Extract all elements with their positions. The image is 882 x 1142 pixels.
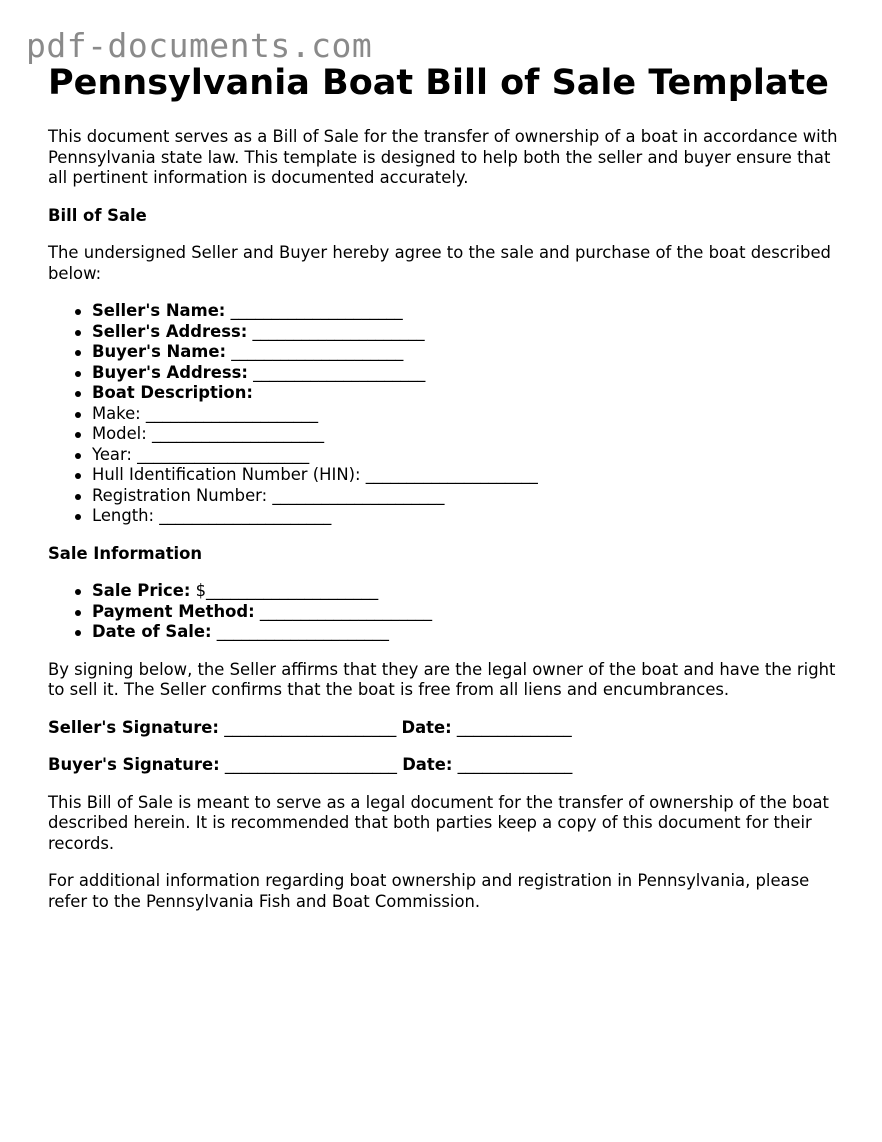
buyer-signature-blank: _____________________ <box>219 755 403 774</box>
list-item-model <box>92 424 848 445</box>
blank-line: _____________________ <box>360 465 538 484</box>
legal-note-paragraph: This Bill of Sale is meant to serve as a legal document for the transfer of ownership of the boat described herein. It is recommended that both parties keep a copy of this document for their records. <box>48 792 829 853</box>
list-item-hin <box>92 465 848 486</box>
blank-line: _____________________ <box>226 342 404 361</box>
watermark-text: pdf-documents.com <box>26 26 373 65</box>
list-item-buyers-name <box>92 342 848 363</box>
buyer-date-label: Date: <box>402 755 453 774</box>
list-item-buyers-address <box>92 363 848 384</box>
sale-details-list <box>48 581 848 643</box>
blank-line: _____________________ <box>140 403 319 423</box>
sale-information-heading: Sale Information <box>48 543 203 563</box>
list-item-sellers-address <box>92 322 848 343</box>
field-label: Model: <box>92 424 147 443</box>
buyer-date-blank: ______________ <box>452 755 573 774</box>
blank-line: _____________________ <box>254 601 433 621</box>
blank-line: $_____________________ <box>190 581 379 600</box>
list-item-sellers-name <box>92 301 848 322</box>
blank-line: _____________________ <box>267 485 445 505</box>
document-title: Pennsylvania Boat Bill of Sale Template <box>48 63 829 103</box>
seller-signature-label: Seller's Signature: <box>48 717 219 737</box>
document-page <box>48 62 848 912</box>
affirmation-paragraph: By signing below, the Seller affirms that they are the legal owner of the boat and have the right to sell it. The Seller confirms that the boat is free from all liens and encumbrances. <box>48 659 836 699</box>
field-label: Seller's Address: <box>92 321 248 341</box>
field-label: Sale Price: <box>92 581 191 600</box>
field-label: Hull Identification Number (HIN): <box>92 465 361 484</box>
list-item-registration-number <box>92 486 848 507</box>
buyer-signature-line <box>48 755 848 776</box>
agreement-paragraph: The undersigned Seller and Buyer hereby agree to the sale and purchase of the boat described below: <box>48 243 831 283</box>
list-item-sale-price <box>92 581 848 602</box>
blank-line: _____________________ <box>247 362 426 382</box>
field-label: Buyer's Name: <box>92 342 227 361</box>
intro-paragraph: This document serves as a Bill of Sale for the transfer of ownership of a boat in accordance with Pennsylvania state law. This template is designed to help both the seller and buyer ensure that all pertinent information is documented accurately. <box>48 127 838 187</box>
boat-details-list <box>48 301 848 527</box>
seller-date-label: Date: <box>401 717 452 737</box>
field-label: Seller's Name: <box>92 301 226 320</box>
blank-line: _____________________ <box>131 444 310 464</box>
field-label: Date of Sale: <box>92 622 212 641</box>
field-label: Boat Description: <box>92 383 253 402</box>
blank-line: _____________________ <box>154 506 332 525</box>
field-label: Payment Method: <box>92 601 255 621</box>
blank-line: _____________________ <box>211 622 389 641</box>
seller-signature-line <box>48 718 848 739</box>
list-item-year <box>92 445 848 466</box>
list-item-date-of-sale <box>92 622 848 643</box>
additional-info-paragraph: For additional information regarding boat ownership and registration in Pennsylvania, please refer to the Pennsylvania Fish and Boat Commission. <box>48 871 810 911</box>
field-label: Buyer's Address: <box>92 362 248 382</box>
list-item-make <box>92 404 848 425</box>
field-label: Year: <box>92 444 132 464</box>
list-item-payment-method <box>92 602 848 623</box>
seller-signature-blank: _____________________ <box>218 717 402 737</box>
field-label: Make: <box>92 403 141 423</box>
list-item-length <box>92 506 848 527</box>
field-label: Length: <box>92 506 155 525</box>
field-label: Registration Number: <box>92 485 268 505</box>
blank-line: _____________________ <box>225 301 403 320</box>
blank-line: _____________________ <box>146 424 325 443</box>
bill-of-sale-heading: Bill of Sale <box>48 205 147 225</box>
list-item-boat-description <box>92 383 848 404</box>
seller-date-blank: ______________ <box>451 717 572 737</box>
blank-line: _____________________ <box>247 321 425 341</box>
buyer-signature-label: Buyer's Signature: <box>48 755 220 774</box>
